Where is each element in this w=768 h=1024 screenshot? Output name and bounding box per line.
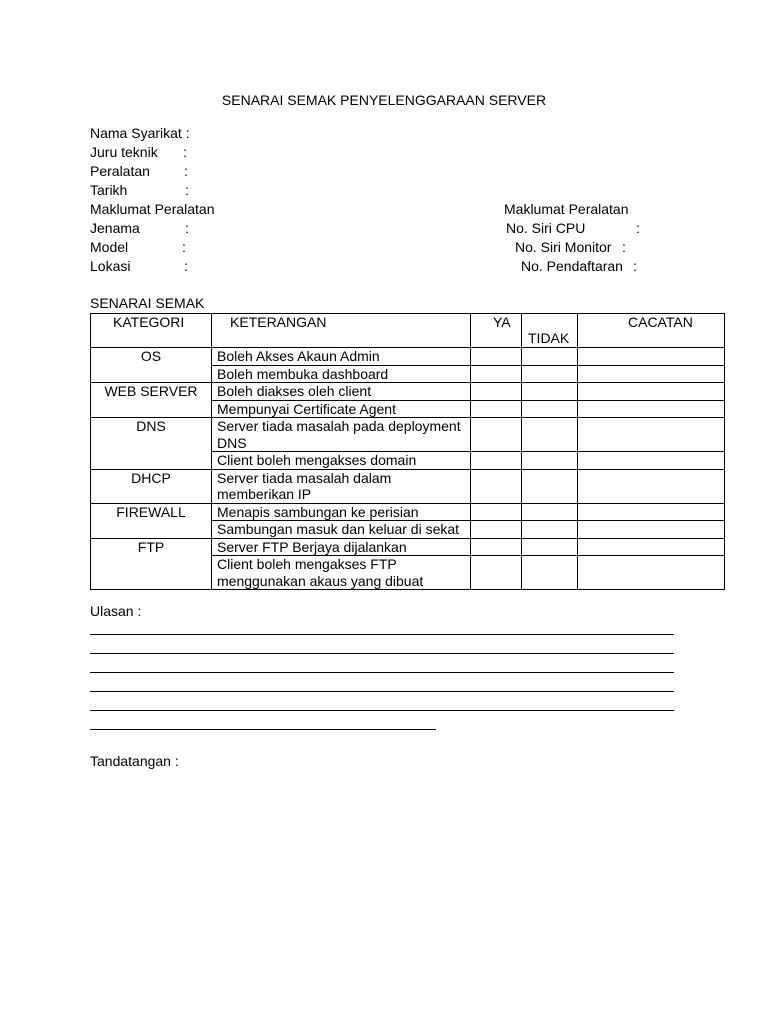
- table-row: [91, 469, 725, 503]
- field-nama-syarikat: [90, 124, 190, 142]
- catatan-cell[interactable]: [578, 348, 725, 366]
- tidak-cell[interactable]: [522, 503, 578, 521]
- col-header-keterangan: [212, 314, 471, 348]
- field-colon: :: [183, 144, 187, 160]
- catatan-cell[interactable]: [578, 452, 725, 470]
- col-header-label: YA: [493, 314, 511, 330]
- field-no-siri-monitor: No. Siri Monitor: [515, 239, 612, 255]
- ulasan-line[interactable]: [90, 691, 674, 692]
- tidak-cell[interactable]: [522, 556, 578, 590]
- field-label: Nama Syarikat :: [90, 125, 190, 141]
- item-cell: Server FTP Berjaya dijalankan: [212, 538, 471, 556]
- catatan-cell[interactable]: [578, 503, 725, 521]
- ulasan-line[interactable]: [90, 710, 674, 711]
- field-colon: :: [633, 258, 637, 274]
- col-header-tidak: [522, 314, 578, 348]
- ulasan-line[interactable]: [90, 653, 674, 654]
- table-row: [91, 538, 725, 556]
- col-header-label: CACATAN: [628, 314, 693, 330]
- equipment-heading-left: Maklumat Peralatan: [90, 201, 215, 217]
- table-row: [91, 348, 725, 366]
- tidak-cell[interactable]: [522, 400, 578, 418]
- item-cell: Sambungan masuk dan keluar di sekat: [212, 521, 471, 539]
- category-cell: FTP: [91, 538, 212, 590]
- field-no-siri-cpu: No. Siri CPU: [506, 220, 586, 236]
- field-colon: :: [636, 220, 640, 236]
- catatan-cell[interactable]: [578, 365, 725, 383]
- ya-cell[interactable]: [471, 418, 522, 452]
- tidak-cell[interactable]: [522, 418, 578, 452]
- field-label: Peralatan: [90, 163, 150, 179]
- item-cell: Server tiada masalah dalam memberikan IP: [212, 469, 471, 503]
- category-cell: DHCP: [91, 469, 212, 503]
- catatan-cell[interactable]: [578, 418, 725, 452]
- field-label: Juru teknik: [90, 144, 158, 160]
- col-header-label: KETERANGAN: [230, 314, 327, 330]
- document-title: SENARAI SEMAK PENYELENGGARAAN SERVER: [221, 92, 547, 108]
- field-no-pendaftaran: No. Pendaftaran: [521, 258, 623, 274]
- catatan-cell[interactable]: [578, 469, 725, 503]
- field-tarikh: [90, 181, 127, 199]
- field-jenama: Jenama: [90, 220, 140, 236]
- field-juru-teknik: [90, 143, 158, 161]
- tidak-cell[interactable]: [522, 538, 578, 556]
- item-cell: Mempunyai Certificate Agent: [212, 400, 471, 418]
- ulasan-label: Ulasan :: [90, 603, 142, 619]
- item-cell: Menapis sambungan ke perisian: [212, 503, 471, 521]
- category-cell: OS: [91, 348, 212, 383]
- catatan-cell[interactable]: [578, 556, 725, 590]
- col-header-catatan: [578, 314, 725, 348]
- item-cell: Boleh diakses oleh client: [212, 383, 471, 401]
- ulasan-line[interactable]: [90, 634, 674, 635]
- tidak-cell[interactable]: [522, 383, 578, 401]
- table-header-row: [91, 314, 725, 348]
- field-colon: :: [185, 182, 189, 198]
- checklist-heading: SENARAI SEMAK: [90, 295, 205, 311]
- ulasan-line[interactable]: [90, 672, 674, 673]
- field-colon: :: [182, 239, 186, 255]
- col-header-label: KATEGORI: [113, 314, 185, 330]
- checklist-table: [90, 313, 725, 590]
- ya-cell[interactable]: [471, 348, 522, 366]
- category-cell: WEB SERVER: [91, 383, 212, 418]
- equipment-heading-right: Maklumat Peralatan: [504, 201, 629, 217]
- field-model: Model: [90, 239, 129, 255]
- ya-cell[interactable]: [471, 538, 522, 556]
- tidak-cell[interactable]: [522, 348, 578, 366]
- field-lokasi: Lokasi: [90, 258, 131, 274]
- col-header-ya: [471, 314, 522, 348]
- ya-cell[interactable]: [471, 383, 522, 401]
- item-cell: Boleh membuka dashboard: [212, 365, 471, 383]
- item-cell: Client boleh mengakses domain: [212, 452, 471, 470]
- ya-cell[interactable]: [471, 469, 522, 503]
- field-peralatan: [90, 162, 150, 180]
- tidak-cell[interactable]: [522, 521, 578, 539]
- tidak-cell[interactable]: [522, 452, 578, 470]
- item-cell: Server tiada masalah pada deployment DNS: [212, 418, 471, 452]
- field-colon: :: [185, 220, 189, 236]
- category-cell: DNS: [91, 418, 212, 470]
- tidak-cell[interactable]: [522, 365, 578, 383]
- tidak-cell[interactable]: [522, 469, 578, 503]
- col-header-kategori: [91, 314, 212, 348]
- field-colon: :: [184, 258, 188, 274]
- catatan-cell[interactable]: [578, 538, 725, 556]
- ya-cell[interactable]: [471, 503, 522, 521]
- catatan-cell[interactable]: [578, 521, 725, 539]
- category-cell: FIREWALL: [91, 503, 212, 538]
- table-row: [91, 503, 725, 521]
- ya-cell[interactable]: [471, 521, 522, 539]
- ya-cell[interactable]: [471, 400, 522, 418]
- table-row: [91, 383, 725, 401]
- field-label: Tarikh: [90, 182, 128, 198]
- item-cell: Boleh Akses Akaun Admin: [212, 348, 471, 366]
- ulasan-line[interactable]: [90, 729, 436, 730]
- item-cell: Client boleh mengakses FTP menggunakan akaus yang dibuat: [212, 556, 471, 590]
- table-row: [91, 418, 725, 452]
- ya-cell[interactable]: [471, 556, 522, 590]
- ya-cell[interactable]: [471, 452, 522, 470]
- field-colon: :: [184, 163, 188, 179]
- ya-cell[interactable]: [471, 365, 522, 383]
- catatan-cell[interactable]: [578, 400, 725, 418]
- catatan-cell[interactable]: [578, 383, 725, 401]
- col-header-label: TIDAK: [528, 330, 570, 346]
- field-colon: :: [622, 239, 626, 255]
- signature-label: Tandatangan :: [90, 753, 179, 769]
